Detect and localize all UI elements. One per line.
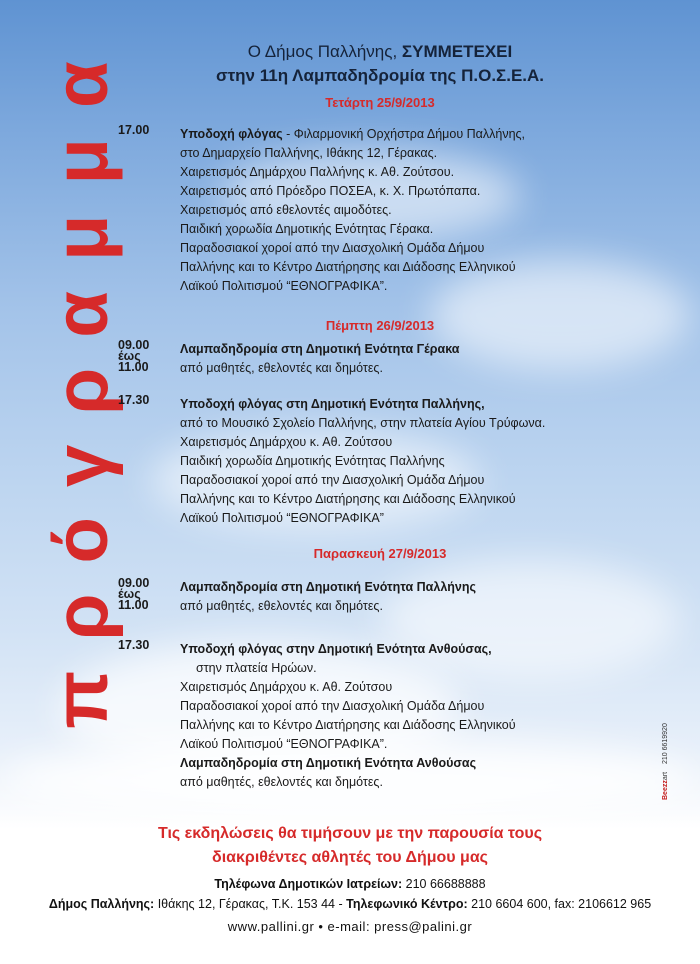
event bbox=[118, 125, 698, 296]
footer-address bbox=[0, 897, 700, 911]
event-line: από μαθητές, εθελοντές και δημότες. bbox=[180, 361, 383, 375]
event-description bbox=[180, 640, 698, 792]
event-line: Παλλήνης και το Κέντρο Διατήρησης και Διάδοσης Ελληνικού bbox=[180, 260, 516, 274]
event-line: Παιδική χορωδία Δημοτικής Ενότητας Γέρακα. bbox=[180, 222, 434, 236]
header-line1 bbox=[0, 40, 700, 64]
event-time: 09.00 έως 11.00 bbox=[118, 576, 150, 612]
footer-red-line2: διακριθέντες αθλητές του Δήμου μας bbox=[212, 849, 488, 866]
event bbox=[118, 578, 698, 616]
event-line: στην πλατεία Ηρώων. bbox=[196, 661, 317, 675]
event-line: Λαϊκού Πολιτισμού “ΕΘΝΟΓΡΑΦΙΚΑ”. bbox=[180, 279, 388, 293]
event-title: Υποδοχή φλόγας στην Δημοτική Ενότητα Ανθούσας, bbox=[180, 642, 492, 656]
event-line: Παλλήνης και το Κέντρο Διατήρησης και Διάδοσης Ελληνικού bbox=[180, 492, 516, 506]
event-description bbox=[180, 125, 698, 296]
sponsor-credit bbox=[662, 723, 669, 800]
event-extra-title: Λαμπαδηδρομία στη Δημοτική Ενότητα Ανθούσας bbox=[180, 756, 477, 770]
event-line: από μαθητές, εθελοντές και δημότες. bbox=[180, 599, 383, 613]
central-value: 210 6604 600, fax: 2106612 965 bbox=[467, 897, 652, 911]
header bbox=[0, 40, 700, 88]
sponsor-brand: Beezz bbox=[662, 780, 669, 800]
footer-announcement bbox=[0, 822, 700, 870]
event-time: 17.00 bbox=[118, 123, 150, 137]
event-title: Λαμπαδηδρομία στη Δημοτική Ενότητα Παλλήνης bbox=[180, 580, 476, 594]
event-line: Λαϊκού Πολιτισμού “ΕΘΝΟΓΡΑΦΙΚΑ”. bbox=[180, 737, 388, 751]
event-line: Λαϊκού Πολιτισμού “ΕΘΝΟΓΡΑΦΙΚΑ” bbox=[180, 511, 384, 525]
vertical-title: πρόγραμμα bbox=[39, 31, 124, 729]
event bbox=[118, 340, 698, 378]
event-time: 09.00 έως 11.00 bbox=[118, 338, 150, 374]
event-description bbox=[180, 340, 698, 378]
event-time: 17.30 bbox=[118, 638, 150, 652]
header-participates: ΣΥΜΜΕΤΕΧΕΙ bbox=[401, 42, 513, 61]
event-description bbox=[180, 578, 698, 616]
header-line2: στην 11η Λαμπαδηδρομία της Π.Ο.Σ.Ε.Α. bbox=[215, 66, 545, 85]
municipality-label: Δήμος Παλλήνης: bbox=[48, 897, 155, 911]
event-line: Χαιρετισμός Δημάρχου κ. Αθ. Ζούτσου bbox=[180, 435, 393, 449]
event-line: από το Μουσικό Σχολείο Παλλήνης, στην πλατεία Αγίου Τρύφωνα. bbox=[180, 416, 546, 430]
event-title: Υποδοχή φλόγας στη Δημοτική Ενότητα Παλλήνης, bbox=[180, 397, 485, 411]
day-heading: Παρασκευή 27/9/2013 bbox=[313, 546, 447, 561]
footer-clinics bbox=[0, 877, 700, 891]
event bbox=[118, 395, 698, 528]
event bbox=[118, 640, 698, 792]
day-heading: Πέμπτη 26/9/2013 bbox=[325, 318, 435, 333]
sponsor-brand-rest: art bbox=[662, 771, 669, 781]
event-line: Παραδοσιακοί χοροί από την Διασχολική Ομάδα Δήμου bbox=[180, 473, 485, 487]
event-line: Παιδική χορωδία Δημοτικής Ενότητας Παλλήνης bbox=[180, 454, 445, 468]
event-line: Παραδοσιακοί χοροί από την Διασχολική Ομάδα Δήμου bbox=[180, 241, 485, 255]
footer-web[interactable]: www.pallini.gr • e-mail: press@palini.gr bbox=[227, 919, 473, 934]
event-line: Χαιρετισμός από εθελοντές αιμοδότες. bbox=[180, 203, 392, 217]
sponsor-phone: 210 6619920 bbox=[662, 723, 669, 765]
event-title-rest: - Φιλαρμονική Ορχήστρα Δήμου Παλλήνης, bbox=[282, 127, 526, 141]
event-description bbox=[180, 395, 698, 528]
central-label: Τηλεφωνικό Κέντρο: bbox=[346, 897, 468, 911]
event-line: Παραδοσιακοί χοροί από την Διασχολική Ομάδα Δήμου bbox=[180, 699, 485, 713]
footer-red-line1: Τις εκδηλώσεις θα τιμήσουν με την παρουσία τους bbox=[157, 825, 543, 842]
event-line: Παλλήνης και το Κέντρο Διατήρησης και Διάδοσης Ελληνικού bbox=[180, 718, 516, 732]
event-line: Χαιρετισμός Δημάρχου κ. Αθ. Ζούτσου bbox=[180, 680, 393, 694]
event-line: Χαιρετισμός Δημάρχου Παλλήνης κ. Αθ. Ζούτσου. bbox=[180, 165, 455, 179]
day-heading: Τετάρτη 25/9/2013 bbox=[325, 95, 435, 110]
event-time: 17.30 bbox=[118, 393, 150, 407]
event-title: Λαμπαδηδρομία στη Δημοτική Ενότητα Γέρακα bbox=[180, 342, 460, 356]
event-line: στο Δημαρχείο Παλλήνης, Ιθάκης 12, Γέρακας. bbox=[180, 146, 438, 160]
clinics-value: 210 66688888 bbox=[402, 877, 486, 891]
event-line: από μαθητές, εθελοντές και δημότες. bbox=[180, 775, 383, 789]
event-line: Χαιρετισμός από Πρόεδρο ΠΟΣΕΑ, κ. Χ. Πρωτόπαπα. bbox=[180, 184, 481, 198]
municipality-value: Ιθάκης 12, Γέρακας, Τ.Κ. 153 44 - bbox=[154, 897, 347, 911]
clinics-label: Τηλέφωνα Δημοτικών Ιατρείων: bbox=[214, 877, 403, 891]
event-title: Υποδοχή φλόγας bbox=[180, 127, 283, 141]
header-municipality: Ο Δήμος Παλλήνης, bbox=[247, 42, 402, 61]
